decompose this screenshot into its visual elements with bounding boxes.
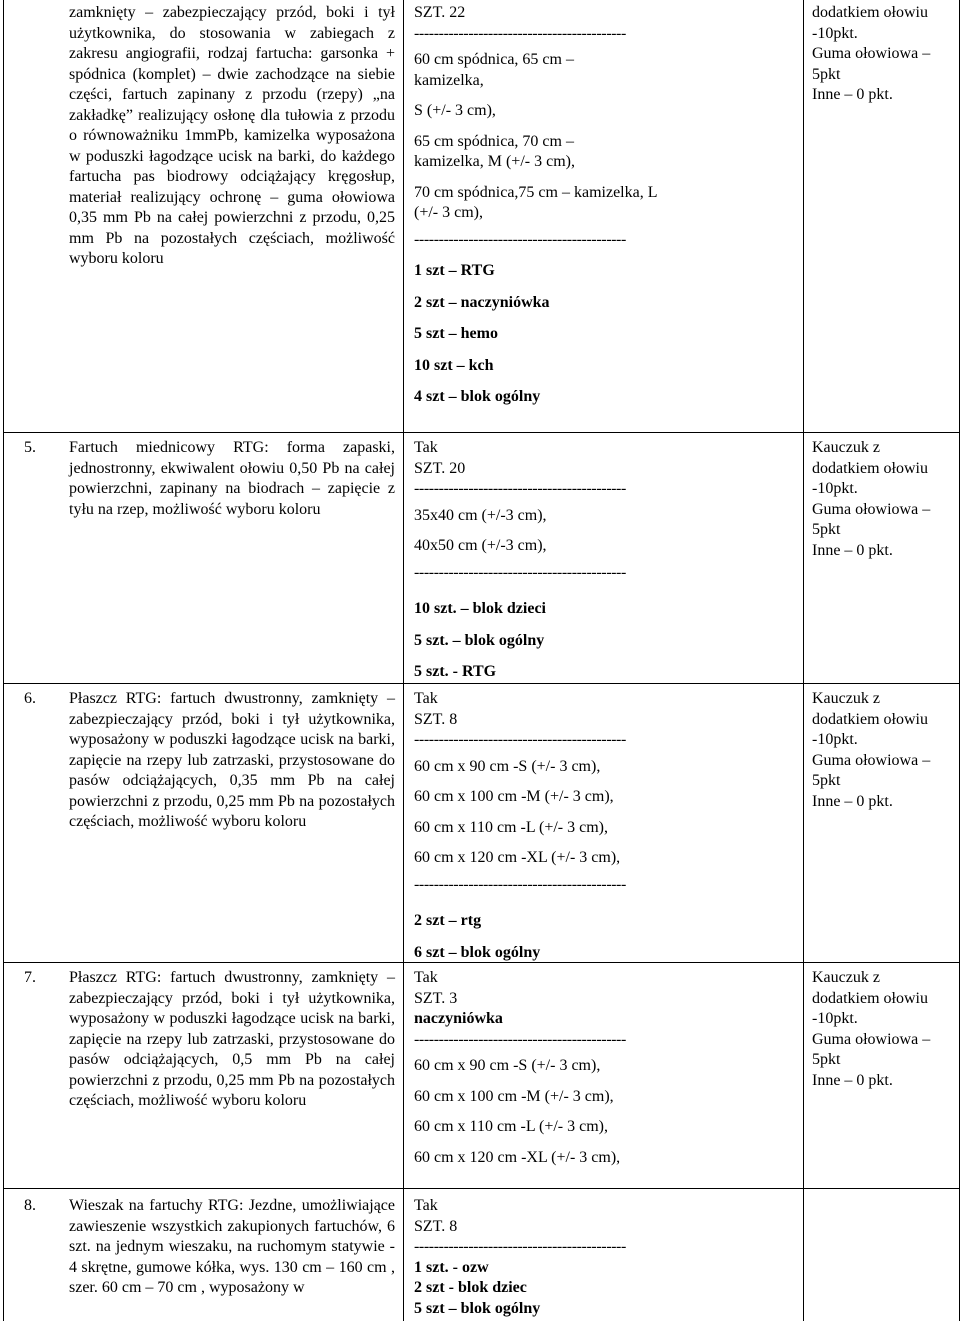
note-line: -10pkt. xyxy=(812,731,858,748)
row-divider-8 xyxy=(3,1188,960,1189)
quantity: SZT. 8 xyxy=(414,1217,458,1235)
separator: ------------------------------------------- xyxy=(414,24,626,42)
row-number: 6. xyxy=(24,690,36,707)
quantity-cell xyxy=(414,438,676,683)
note-line: Guma ołowiowa – xyxy=(812,1030,931,1048)
note-line: -10pkt. xyxy=(812,24,858,42)
size-line: 60 cm x 100 cm -M (+/- 3 cm), xyxy=(414,1087,614,1105)
quantity-cell xyxy=(414,968,676,1168)
separator: ------------------------------------------- xyxy=(414,1030,626,1048)
quantity: SZT. 8 xyxy=(414,710,458,728)
item-description: Wieszak na fartuchy RTG: Jezdne, umożliwiające zawieszenie wszystkich zakupionych fartuchów, 6 szt. na jednym wieszaku, na ruchomym statywie - 4 skrętne, gumowe kółka, wys. 130 cm – 160 cm , szer. 60 cm – 70 cm , wyposażony w xyxy=(69,1197,395,1296)
allocation-line: 5 szt – blok ogólny xyxy=(414,1299,541,1317)
note-line: dodatkiem ołowiu xyxy=(812,4,928,21)
allocation-line: 1 szt. - ozw xyxy=(414,1258,489,1276)
quantity-cell xyxy=(414,1196,676,1319)
allocation-line: 6 szt – blok ogólny xyxy=(414,943,541,961)
notes xyxy=(812,968,958,1091)
table-col-divider-2 xyxy=(803,0,804,1321)
item-description: Płaszcz RTG: fartuch dwustronny, zamknięty – zabezpieczający przód, boki i tył użytkownika, wyposażony w poduszki łagodzące ucisk na barki, zapięcie na rzepy lub zatrzaski, przystosowane do pasów odciążających, 0,5 mm Pb na całej powierzchni z przodu, 0,25 mm Pb na pozostałych częściach, możliwość wyboru koloru xyxy=(69,969,395,1109)
note-line: -10pkt. xyxy=(812,480,858,497)
allocation-line: 2 szt – rtg xyxy=(414,912,482,929)
note-line: Kauczuk z xyxy=(812,690,880,707)
size-line: 60 cm x 120 cm -XL (+/- 3 cm), xyxy=(414,1148,621,1166)
row-divider-6 xyxy=(3,683,960,684)
note-line: dodatkiem ołowiu xyxy=(812,989,928,1007)
size-line: 35x40 cm (+/-3 cm), xyxy=(414,506,547,524)
note-line: Inne – 0 pkt. xyxy=(812,1071,893,1089)
availability: Tak xyxy=(414,690,438,707)
size-line: 60 cm x 100 cm -M (+/- 3 cm), xyxy=(414,788,614,805)
note-line: dodatkiem ołowiu xyxy=(812,710,928,728)
note-line: -10pkt. xyxy=(812,1010,858,1027)
note-line: Inne – 0 pkt. xyxy=(812,792,893,810)
note-line: Kauczuk z xyxy=(812,969,880,986)
size-line: 60 cm x 90 cm -S (+/- 3 cm), xyxy=(414,1057,601,1074)
size-line: 65 cm spódnica, 70 cm – kamizelka, M (+/- 3 cm), xyxy=(414,132,575,170)
note-line: 5pkt xyxy=(812,1051,841,1068)
note-line: dodatkiem ołowiu xyxy=(812,459,928,477)
size-line: 60 cm x 90 cm -S (+/- 3 cm), xyxy=(414,757,601,775)
row-continued-quantity-cell xyxy=(414,3,676,408)
note-line: Kauczuk z xyxy=(812,439,880,456)
note-line: Guma ołowiowa – xyxy=(812,751,931,769)
allocation-line: 10 szt. – blok dzieci xyxy=(414,600,546,617)
note-line: 5pkt xyxy=(812,65,841,83)
allocation-line: 5 szt. – blok ogólny xyxy=(414,631,545,649)
row-continued-notes xyxy=(812,3,958,106)
row-number: 7. xyxy=(24,969,36,986)
size-line: 60 cm x 110 cm -L (+/- 3 cm), xyxy=(414,818,609,836)
quantity-cell xyxy=(414,689,676,963)
separator: ------------------------------------------- xyxy=(414,230,626,248)
table-col-divider-1 xyxy=(403,0,404,1321)
item-description: Płaszcz RTG: fartuch dwustronny, zamknięty – zabezpieczający przód, boki i tył użytkownika, wyposażony w poduszki łagodzące ucisk na barki, zapięcie na rzepy lub zatrzaski, przystosowane do pasów odciążających, 0,35 mm Pb na całej powierzchni z przodu, 0,25 mm Pb na pozostałych częściach, możliwość wyboru koloru xyxy=(69,690,395,830)
row-divider-5 xyxy=(3,432,960,433)
note-line: Guma ołowiowa – xyxy=(812,45,931,62)
table-border-left xyxy=(3,0,4,1321)
separator: ------------------------------------------- xyxy=(414,731,626,748)
quantity: SZT. 22 xyxy=(414,4,466,21)
note-line: Inne – 0 pkt. xyxy=(812,86,893,103)
quantity: SZT. 20 xyxy=(414,459,466,477)
item-description: Fartuch miednicowy RTG: forma zapaski, jednostronny, ekwiwalent ołowiu 0,50 Pb na całej powierzchni, zapinany na biodrach – zapięcie z tyłu na rzep, możliwość wyboru koloru xyxy=(69,439,395,518)
department: naczyniówka xyxy=(414,1010,503,1027)
availability: Tak xyxy=(414,1197,438,1214)
size-line: 60 cm spódnica, 65 cm – kamizelka, xyxy=(414,51,574,89)
separator: ------------------------------------------- xyxy=(414,875,626,893)
allocation-line: 2 szt – naczyniówka xyxy=(414,293,550,311)
row-continued-description: zamknięty – zabezpieczający przód, boki i tył użytkownika, do stosowania w zabiegach z zakresu angiografii, rodzaj fartucha: garsonka + spódnica (komplet) – dwie zachodzące na siebie części, fartuch zapinany z przodu (rzepy) „na zakładkę” realizujący osłonę dla tułowia z przodu o równoważniku 1mmPb, kamizelka wyposażona w poduszki łagodzące ucisk na barki, do każdego fartucha pas biodrowy odciążający kręgosłup, materiał realizujący ochronę – guma ołowiowa 0,35 mm Pb na całej powierzchni z przodu, 0,25 mm Pb na pozostałych częściach, możliwość wyboru koloru xyxy=(69,4,395,267)
quantity: SZT. 3 xyxy=(414,989,458,1007)
note-line: 5pkt xyxy=(812,772,841,789)
note-line: Guma ołowiowa – xyxy=(812,500,931,518)
size-line: S (+/- 3 cm), xyxy=(414,102,496,119)
size-line: 60 cm x 110 cm -L (+/- 3 cm), xyxy=(414,1118,609,1135)
allocation-line: 1 szt – RTG xyxy=(414,262,495,279)
availability: Tak xyxy=(414,439,438,456)
availability: Tak xyxy=(414,969,438,986)
allocation-line: 5 szt – hemo xyxy=(414,325,498,342)
separator: ------------------------------------------- xyxy=(414,563,626,581)
allocation-line: 5 szt. - RTG xyxy=(414,663,497,680)
allocation-line: 10 szt – kch xyxy=(414,356,494,374)
allocation-line: 2 szt - blok dziec xyxy=(414,1279,527,1296)
row-number: 8. xyxy=(24,1197,36,1214)
size-line: 70 cm spódnica,75 cm – kamizelka, L (+/- 3 cm), xyxy=(414,183,657,221)
size-line: 40x50 cm (+/-3 cm), xyxy=(414,537,547,554)
allocation-line: 4 szt – blok ogólny xyxy=(414,388,541,405)
notes xyxy=(812,689,958,812)
note-line: Inne – 0 pkt. xyxy=(812,541,893,559)
note-line: 5pkt xyxy=(812,521,841,538)
separator: ------------------------------------------- xyxy=(414,1238,626,1255)
notes xyxy=(812,438,958,561)
size-line: 60 cm x 120 cm -XL (+/- 3 cm), xyxy=(414,849,621,866)
row-number: 5. xyxy=(24,439,36,456)
separator: ------------------------------------------- xyxy=(414,480,626,497)
